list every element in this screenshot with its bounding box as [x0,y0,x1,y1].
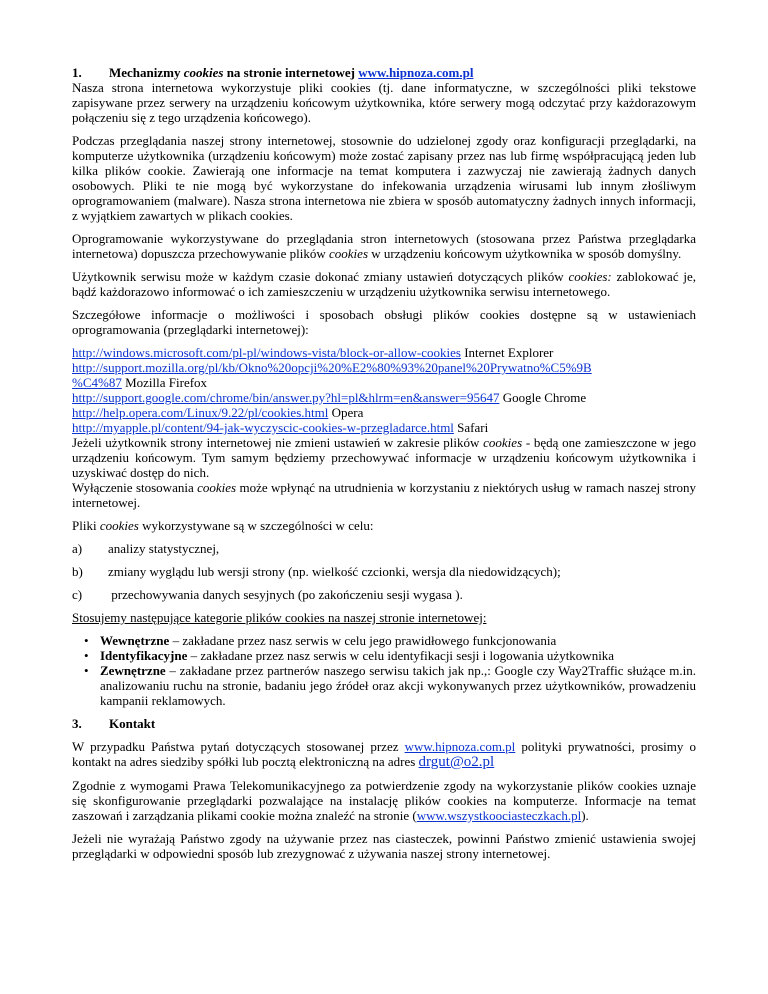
section-3-number: 3. [72,716,82,731]
section-1-number: 1. [72,65,82,80]
browser-default-paragraph: Oprogramowanie wykorzystywane do przeglądania stron internetowych (stosowana przez Państwa przeglądarka internetowa) dopuszcza przechowywanie plików cookies w urządzeniu końcowym użytkownika w sposób domyślny. [72,231,696,261]
section-1-title: Mechanizmy cookies na stronie internetowej www.hipnoza.com.pl [109,65,474,80]
hipnoza-link[interactable]: www.hipnoza.com.pl [358,65,474,80]
ie-cookies-link[interactable]: http://windows.microsoft.com/pl-pl/windows-vista/block-or-allow-cookies [72,345,461,360]
document-content [72,65,696,869]
purpose-paragraph: Pliki cookies wykorzystywane są w szczególności w celu: [72,518,374,533]
safari-cookies-link[interactable]: http://myapple.pl/content/94-jak-wyczyscic-cookies-w-przegladarce.html [72,420,454,435]
settings-change-paragraph: Użytkownik serwisu może w każdym czasie dokonać zmiany ustawień dotyczących plików cookies: zablokować je, bądź każdorazowo informować o ich zamieszczeniu w urządzeniu użytkownika serwisu internetowego. [72,269,696,299]
disable-paragraph: Wyłączenie stosowania cookies może wpłynąć na utrudnienia w korzystaniu z niektórych usług w ramach naszej strony internetowej. [72,480,696,510]
browser-link-line: http://windows.microsoft.com/pl-pl/windows-vista/block-or-allow-cookies Internet Explorer [72,345,554,360]
hipnoza-contact-link[interactable]: www.hipnoza.com.pl [404,739,516,754]
list-item: • Identyfikacyjne – zakładane przez nasz serwis w celu identyfikacji sesji i logowania użytkownika [72,648,696,663]
browser-link-line: http://support.google.com/chrome/bin/answer.py?hl=pl&hlrm=en&answer=95647 Google Chrome [72,390,587,405]
browser-info-paragraph: Szczegółowe informacje o możliwości i sposobach obsługi plików cookies dostępne są w ustawieniach oprogramowania (przeglądarki internetowej): [72,307,696,337]
contact-paragraph: W przypadku Państwa pytań dotyczących stosowanej przez www.hipnoza.com.pl polityki prywatności, prosimy o kontakt na adres siedziby spółki lub pocztą elektroniczną na adres drgut@o2.pl [72,739,696,770]
section-3-heading [72,716,696,731]
browser-link-line: http://support.mozilla.org/pl/kb/Okno%20opcji%20%E2%80%93%20panel%20Prywatno%C5%9B %C4%87 Mozilla Firefox [72,360,592,390]
cookie-storage-paragraph: Podczas przeglądania naszej strony internetowej, stosownie do udzielonej zgody oraz konfiguracji przeglądarki, na komputerze użytkownika (urządzeniu końcowym) może zostać zapisany przez nas lub firmę współpracującą jeden lub kilka plików cookie. Zawierają one informacje na temat komputera i zazwyczaj nie zawierają żadnych danych osobowych. Pliki te nie mogą być wykorzystane do infekowania urządzenia wirusami lub innym złośliwym oprogramowaniem (malware). Nasza strona internetowa nie zbiera w sposób automatyczny żadnych innych informacji, z wyjątkiem zawartych w plikach cookies. [72,133,696,223]
intro-paragraph: Nasza strona internetowa wykorzystuje pliki cookies (tj. dane informatyczne, w szczególności pliki tekstowe zapisywane przez serwery na urządzeniu końcowym użytkownika, które serwery mogą odczytać przy każdorazowym połączeniu się z tego urządzenia końcowego). [72,80,696,125]
categories-list [72,633,696,708]
browser-links-block [72,345,696,435]
consent-paragraph: Zgodnie z wymogami Prawa Telekomunikacyjnego za potwierdzenie zgody na wykorzystanie plików cookies uznaje się skonfigurowanie przeglądarki pozwalające na instalację plików cookies na komputerze. Informacje na temat zaszowań i zarządzania plikami cookie można znaleźć na stronie (www.wszystkoociasteczkach.pl). [72,778,696,823]
email-link[interactable]: drgut@o2.pl [418,754,495,770]
purpose-item: b) zmiany wyglądu lub wersji strony (np. wielkość czcionki, wersja dla niedowidzących); [72,564,561,579]
wszystkoociasteczkach-link[interactable]: www.wszystkoociasteczkach.pl [416,808,582,823]
list-item: • Zewnętrzne – zakładane przez partnerów naszego serwisu takich jak np.,: Google czy Way2Traffic służące m.in. analizowaniu ruchu na stronie, badaniu jego źródeł oraz akcji wykonywanych przez użytkowników, prowadzeniu kampanii reklamowych. [72,663,696,708]
browser-link-line: http://help.opera.com/Linux/9.22/pl/cookies.html Opera [72,405,364,420]
list-item: • Wewnętrzne – zakładane przez nasz serwis w celu jego prawidłowego funkcjonowania [72,633,696,648]
no-change-paragraph: Jeżeli użytkownik strony internetowej nie zmieni ustawień w zakresie plików cookies - będą one zamieszczone w jego urządzeniu końcowym. Tym samym będziemy przechowywać informacje w urządzeniu końcowym użytkownika i uzyskiwać dostęp do nich. [72,435,696,480]
refuse-paragraph: Jeżeli nie wyrażają Państwo zgody na używanie przez nas ciasteczek, powinni Państwo zmienić ustawienia swojej przeglądarki w odpowiedni sposób lub zrezygnować z używania naszej strony internetowej. [72,831,696,861]
section-3-title: Kontakt [109,716,156,731]
firefox-cookies-link[interactable]: http://support.mozilla.org/pl/kb/Okno%20opcji%20%E2%80%93%20panel%20Prywatno%C5%9B %C4%87 [72,360,592,390]
categories-heading: Stosujemy następujące kategorie plików cookies na naszej stronie internetowej: [72,610,487,625]
purpose-item: c) przechowywania danych sesyjnych (po zakończeniu sesji wygasa ). [72,587,463,602]
section-1-heading [72,65,696,80]
purpose-item: a) analizy statystycznej, [72,541,220,556]
chrome-cookies-link[interactable]: http://support.google.com/chrome/bin/answer.py?hl=pl&hlrm=en&answer=95647 [72,390,500,405]
browser-link-line: http://myapple.pl/content/94-jak-wyczyscic-cookies-w-przegladarce.html Safari [72,420,489,435]
opera-cookies-link[interactable]: http://help.opera.com/Linux/9.22/pl/cookies.html [72,405,329,420]
